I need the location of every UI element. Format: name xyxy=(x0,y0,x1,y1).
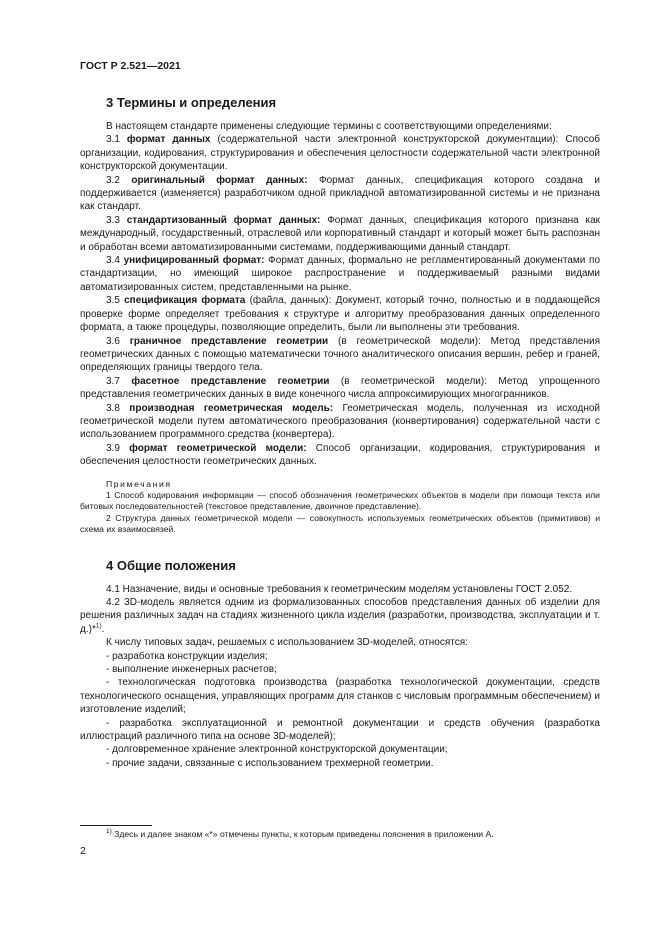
term-number: 3.1 xyxy=(106,134,120,146)
page-number: 2 xyxy=(80,845,86,857)
footnote-divider xyxy=(80,825,152,826)
note-item: 2 Структура данных геометрической модели — совокупность используемых геометрических объектов (примитивов) и схема их взаимосвязей. xyxy=(80,512,600,535)
term-definition xyxy=(80,335,600,375)
term-name: производная геометрическая модель: xyxy=(129,402,334,414)
task-list-item: - технологическая подготовка производства (разработка технологической документации, средств технологического оснащения, управляющих программ для станков с числовым программным обеспечением) и изготовление изделий; xyxy=(80,677,600,716)
term-text: Способ организации, кодирования, структурирования и обеспечения целостности геометрических данных. xyxy=(80,442,601,468)
document-code: ГОСТ Р 2.521—2021 xyxy=(80,60,181,72)
term-number: 3.8 xyxy=(106,402,120,414)
term-text: Формат данных, спецификация которого признана как международный, государственный, отраслевой или корпоративный стандарт и который может быть распознан и обработан всеми автоматизированными системами, поддерживающими данный стандарт. xyxy=(80,214,601,253)
paragraph-tasks-intro: К числу типовых задач, решаемых с использованием 3D-моделей, относятся: xyxy=(106,637,468,649)
term-text: Формат данных, формально не регламентированный документами по стандартизации, но имеющий широкое распространение и поддерживаемый разными видами автоматизированных систем, представленными на рынке. xyxy=(80,255,600,293)
term-number: 3.9 xyxy=(106,442,120,454)
notes-title: Примечания xyxy=(106,478,172,489)
paragraph-4-2-end: . xyxy=(101,623,105,635)
term-name: формат данных xyxy=(126,134,211,146)
term-number: 3.3 xyxy=(106,214,120,226)
term-definition xyxy=(80,254,600,294)
term-number: 3.5 xyxy=(106,295,120,307)
term-definition xyxy=(80,375,600,402)
term-number: 3.2 xyxy=(106,174,120,186)
notes-block xyxy=(80,479,600,536)
page-content xyxy=(80,95,600,770)
task-list-item: - выполнение инженерных расчетов; xyxy=(106,664,277,676)
task-list-item: - долговременное хранение электронной конструкторской документации; xyxy=(106,744,448,756)
section-3-title: 3 Термины и определения xyxy=(106,95,277,110)
section-4-title: 4 Общие положения xyxy=(106,557,236,573)
task-list-item: - разработка конструкции изделия; xyxy=(106,650,268,662)
task-list-item: - прочие задачи, связанные с использованием трехмерной геометрии. xyxy=(106,757,434,769)
term-text: (в геометрической модели): Метод представления геометрических данных с помощью математически точного аналитического описания вершин, ребер и граней, определяющих границы твердого тела. xyxy=(80,335,600,374)
term-number: 3.6 xyxy=(106,335,120,347)
footnote-ref[interactable]: 1) xyxy=(95,622,102,630)
term-number: 3.7 xyxy=(106,375,120,387)
footnote-text: Здесь и далее знаком «*» отмечены пункты, к которым приведены пояснения в приложении А. xyxy=(111,829,494,839)
term-list xyxy=(80,133,600,468)
paragraph-4-2 xyxy=(80,596,600,636)
term-definition xyxy=(80,133,600,173)
term-text: (содержательной части электронной конструкторской документации): Способ организации, кодирования, структурирования и обеспечения целостности содержательной части электронной конструкторской документации. xyxy=(80,134,600,173)
term-text: (в геометрической модели): Метод упрощенного представления геометрических данных в виде конечного числа аппроксимирующих многогранников. xyxy=(80,375,600,401)
term-name: оригинальный формат данных: xyxy=(131,174,308,186)
term-name: унифицированный формат: xyxy=(123,255,265,267)
term-definition xyxy=(80,442,600,469)
term-name: граничное представление геометрии xyxy=(129,335,329,347)
term-text: (файла, данных): Документ, который точно, полностью и в поддающейся проверке форме определяет требования к структуре и алгоритму преобразования данных определенного формата, а также процедуры, позволяющие определить, были ли выполнены эти требования. xyxy=(80,295,600,334)
term-name: формат геометрической модели: xyxy=(129,442,307,454)
term-definition xyxy=(80,402,600,442)
term-number: 3.4 xyxy=(106,255,120,267)
section-3-intro: В настоящем стандарте применены следующие термины с соответствующими определениями: xyxy=(106,121,552,132)
term-name: стандартизованный формат данных: xyxy=(126,214,321,226)
term-definition xyxy=(80,214,600,254)
footnote-mark: 1) xyxy=(106,828,112,836)
term-text: Формат данных, спецификация которого создана и поддерживается (изменяется) разработчиком одной прикладной автоматизированной системы и не признана как стандарт. xyxy=(80,174,600,213)
footnote xyxy=(80,829,600,840)
section-4 xyxy=(80,558,600,771)
term-definition xyxy=(80,174,600,214)
term-text: Геометрическая модель, полученная из исходной геометрической модели путем автоматического преобразования (конвертирования) содержательной части с использованием программного средства (конвертера). xyxy=(80,402,601,441)
task-list xyxy=(80,650,600,771)
term-definition xyxy=(80,294,600,334)
task-list-item: - разработка эксплуатационной и ремонтной документации и средств обучения (разработка иллюстраций различного типа на основе 3D-моделей); xyxy=(80,717,600,743)
term-name: спецификация формата xyxy=(124,295,246,307)
term-name: фасетное представление геометрии xyxy=(131,375,330,387)
paragraph-4-1: 4.1 Назначение, виды и основные требования к геометрическим моделям установлены ГОСТ 2.052. xyxy=(106,583,573,595)
note-item: 1 Способ кодирования информации — способ обозначения геометрических объектов в модели при помощи текста или битовых последовательностей (текстовое представление, двоичное представление). xyxy=(80,489,600,512)
paragraph-4-2-text: 4.2 3D-модель является одним из формализованных способов представления данных об изделии для решения различных задач на стадиях жизненного цикла изделия (разработки, производства, эксплуатации и т. д.)* xyxy=(80,597,600,635)
